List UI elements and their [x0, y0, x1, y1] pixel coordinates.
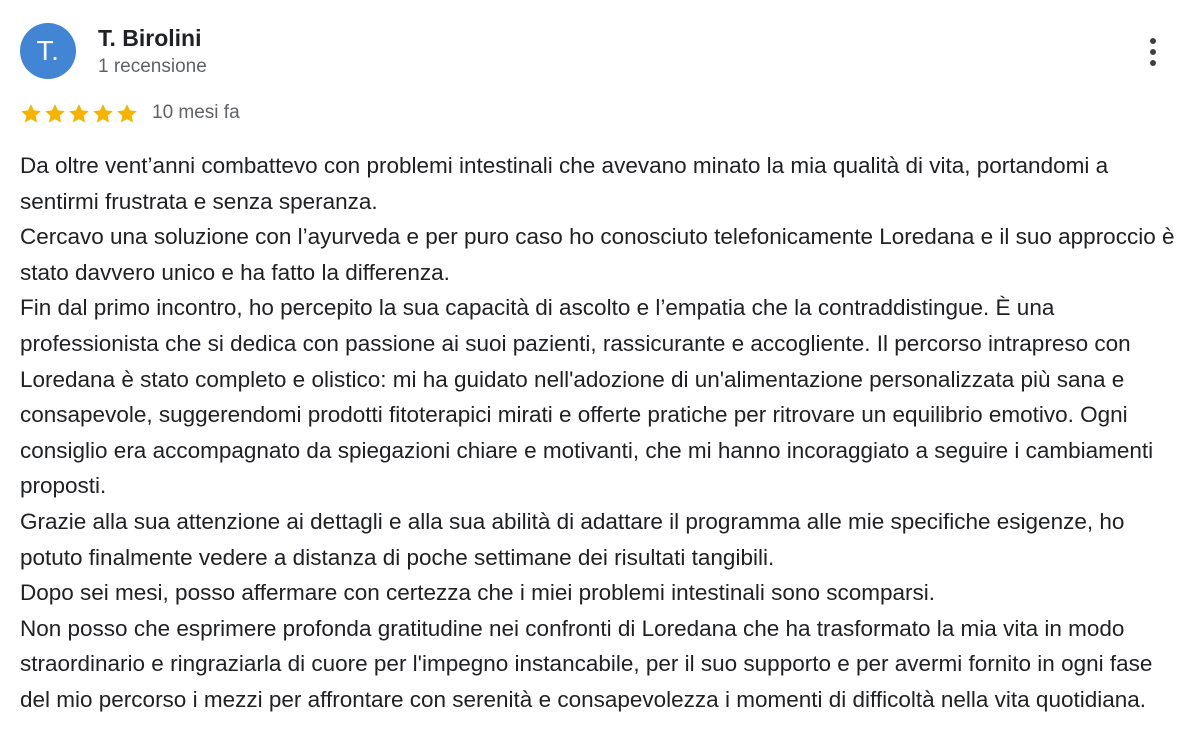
more-vert-icon	[1150, 38, 1156, 66]
review-date: 10 mesi fa	[152, 102, 240, 123]
review-paragraph: Dopo sei mesi, posso affermare con certezza che i miei problemi intestinali sono scomparsi.	[20, 580, 935, 606]
star-icon	[92, 103, 114, 124]
avatar[interactable]	[20, 23, 76, 79]
review-text	[20, 148, 1180, 718]
review-paragraph: Da oltre vent’anni combattevo con problemi intestinali che avevano minato la mia qualità di vita, portandomi a sentirmi frustrata e senza speranza.	[20, 153, 1109, 214]
review-paragraph: Non posso che esprimere profonda gratitudine nei confronti di Loredana che ha trasformato la mia vita in modo straordinario e ringraziarla di cuore per l'impegno instancabile, per il suo supporto e per avermi fornito in ogni fase del mio percorso i mezzi per affrontare con serenità e consapevolezza i momenti di difficoltà nella vita quotidiana.	[20, 615, 1153, 712]
more-options-button[interactable]	[1138, 34, 1168, 70]
author-review-count[interactable]: 1 recensione	[98, 56, 207, 77]
rating-row	[20, 100, 240, 126]
review-paragraph: Cercavo una soluzione con l’ayurveda e per puro caso ho conosciuto telefonicamente Loredana e il suo approccio è stato davvero unico e ha fatto la differenza.	[20, 224, 1175, 285]
author-name[interactable]: T. Birolini	[98, 25, 202, 51]
star-icon	[44, 103, 66, 124]
star-icon	[68, 103, 90, 124]
star-icon	[116, 103, 138, 124]
star-rating	[20, 103, 138, 124]
review-paragraph: Fin dal primo incontro, ho percepito la sua capacità di ascolto e l’empatia che la contraddistingue. È una professionista che si dedica con passione ai suoi pazienti, rassicurante e accogliente. Il percorso intrapreso con Loredana è stato completo e olistico: mi ha guidato nell'adozione di un'alimentazione personalizzata più sana e consapevole, suggerendomi prodotti fitoterapici mirati e offerte pratiche per ritrovare un equilibrio emotivo. Ogni consiglio era accompagnato da spiegazioni chiare e motivanti, che mi hanno incoraggiato a seguire i cambiamenti proposti.	[20, 295, 1154, 499]
review-paragraph: Grazie alla sua attenzione ai dettagli e alla sua abilità di adattare il programma alle mie specifiche esigenze, ho potuto finalmente vedere a distanza di poche settimane dei risultati tangibili.	[20, 508, 1125, 570]
avatar-initial: T.	[36, 35, 60, 66]
star-icon	[20, 103, 42, 124]
